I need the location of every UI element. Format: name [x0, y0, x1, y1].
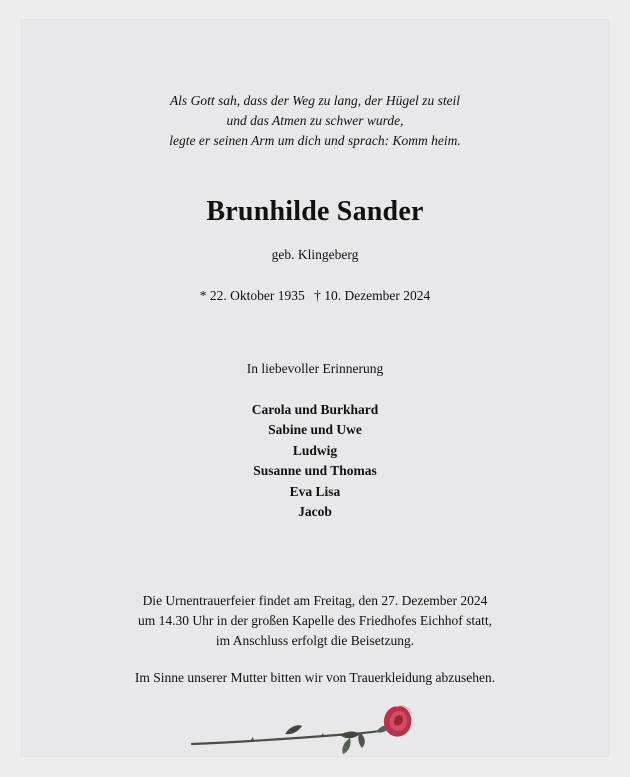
birth-name: geb. Klingeberg — [271, 247, 359, 262]
mourner-name: Eva Lisa — [289, 483, 341, 499]
mourners-list — [0, 400, 630, 522]
life-dates — [0, 288, 630, 304]
birth-date: * 22. Oktober 1935 — [199, 288, 305, 303]
mourner-name: Carola und Burkhard — [251, 402, 379, 417]
rose-leaf — [342, 738, 350, 754]
ceremony-line: um 14.30 Uhr in der großen Kapelle des Friedhofes Eichhof statt, — [138, 613, 492, 629]
poem-line: legte er seinen Arm um dich und sprach: Komm heim. — [169, 133, 461, 148]
ceremony-line: im Anschluss erfolgt die Beisetzung. — [215, 633, 415, 649]
dress-code-request: Im Sinne unserer Mutter bitten wir von Trauerkleidung abzusehen. — [134, 670, 496, 685]
rose-leaf — [340, 732, 360, 739]
rose-leaf — [285, 725, 302, 734]
mourner-name: Jacob — [298, 504, 332, 520]
ceremony-line: Die Urnentrauerfeier findet am Freitag, den 27. Dezember 2024 — [142, 593, 488, 608]
ceremony-info — [0, 591, 630, 652]
rose-leaf — [358, 732, 365, 748]
mourner-name: Susanne und Thomas — [253, 463, 377, 479]
poem-line: Als Gott sah, dass der Weg zu lang, der Hügel zu steil — [169, 93, 461, 108]
mourner-name: Ludwig — [292, 442, 338, 458]
poem-verse — [0, 91, 630, 151]
death-date: † 10. Dezember 2024 — [314, 288, 431, 303]
poem-line: und das Atmen zu schwer wurde, — [226, 113, 404, 128]
memory-line: In liebevoller Erinnerung — [246, 361, 384, 376]
mourner-name: Sabine und Uwe — [268, 422, 362, 438]
deceased-name: Brunhilde Sander — [206, 196, 424, 227]
rose-icon — [190, 704, 420, 760]
